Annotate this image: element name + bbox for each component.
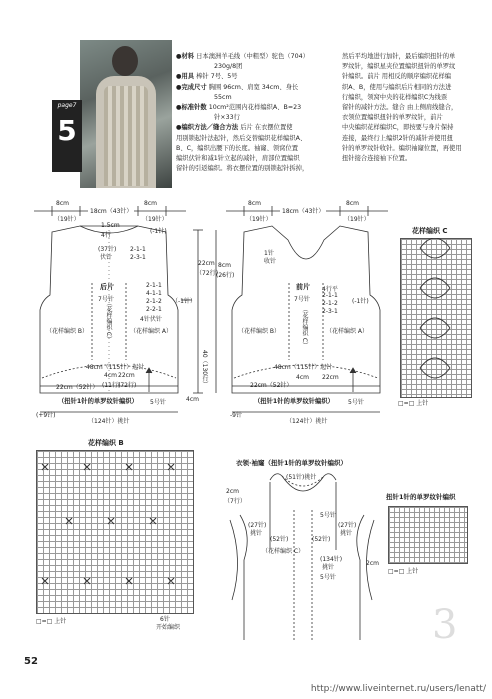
size-value: 胸围 96cm、肩宽 34cm、身长 bbox=[208, 83, 299, 91]
collar-51-st: (51针)挑针 bbox=[286, 474, 317, 481]
chart-c-title: 花样编织 C bbox=[412, 227, 448, 235]
collar-27-left: (27针) bbox=[248, 522, 267, 529]
front-pattern-c: （花样编织 C） bbox=[301, 306, 308, 349]
pattern-number: 5 bbox=[57, 114, 77, 147]
gauge-label: ●标准针数 bbox=[176, 104, 207, 112]
back-dec-1: 2-1-1 bbox=[130, 246, 146, 253]
gauge-value: 10cm²范围内花样编织A、B=23 bbox=[208, 104, 302, 112]
page-label: page7 bbox=[57, 102, 77, 109]
chart-b-title: 花样编织 B bbox=[88, 439, 124, 447]
collar-needle: 5号针 bbox=[320, 512, 336, 519]
size-value-2: 55cm bbox=[214, 93, 232, 101]
decorative-number: 3 bbox=[432, 602, 458, 648]
back-increase: (+9针) bbox=[36, 412, 56, 419]
back-rib-label: （扭针1针的单罗纹针编织） bbox=[58, 398, 138, 405]
side-rib-height: 4cm bbox=[186, 396, 199, 403]
back-pattern-a: （花样编织 A） bbox=[130, 328, 173, 335]
front-height-22: 22cm bbox=[322, 374, 339, 381]
collar-pattern-c: （花样编织 C） bbox=[262, 548, 305, 555]
front-top-left-cm: 8cm bbox=[248, 200, 261, 207]
back-height-22-rows: (72行) bbox=[118, 382, 137, 389]
back-armhole-5: 4针伏针 bbox=[140, 316, 162, 323]
instruction-line: 衣领位置编织扭针的单罗纹针，前片 bbox=[342, 114, 443, 122]
side-height-rows: （72行） bbox=[196, 270, 222, 277]
collar-27-right: (27针) bbox=[338, 522, 357, 529]
instruction-line: 织A、B，使用与编织后片相同的方法进 bbox=[342, 83, 452, 91]
back-armhole-3: 2-1-2 bbox=[146, 298, 162, 305]
front-top-left-st: （19针） bbox=[246, 216, 272, 223]
instruction-line: 行编织，领窝中央的花样编织C为线票 bbox=[342, 93, 448, 101]
back-dec-2: 2-3-1 bbox=[130, 254, 146, 261]
instruction-line: 连接，最终行上编织2针的减针并使用扭 bbox=[342, 134, 454, 142]
material-value: 日本澳洲羊毛线（中粗型）驼色（704） bbox=[196, 53, 309, 60]
front-note-2: 收针 bbox=[264, 258, 277, 265]
method-label: ●编织方法／缝合方法 bbox=[176, 124, 239, 132]
gauge-value-2: 针×33行 bbox=[214, 114, 240, 122]
instruction-line: 扭针接合连接袖下位置。 bbox=[342, 155, 412, 163]
size-label: ●完成尺寸 bbox=[176, 83, 207, 91]
front-top-right-st: （19针） bbox=[344, 216, 370, 223]
front-note-5: 2-1-2 bbox=[322, 300, 338, 307]
left-armhole-line bbox=[240, 515, 247, 640]
front-note-1: 1针 bbox=[264, 250, 274, 257]
instruction-line: 中央编织花样编织C，即按要与身片保持 bbox=[342, 124, 454, 132]
front-half-width: 22cm（52针） bbox=[250, 382, 293, 389]
front-rib-label: （扭针1针的单罗纹针编织） bbox=[254, 398, 334, 405]
chart-b-start: 开始编织 bbox=[156, 624, 181, 631]
chart-b-repeat: 6针 bbox=[160, 616, 170, 623]
back-cast-on-width: 48cm（115针）起针 bbox=[86, 364, 145, 371]
method-text-4: 编织伏针和减1针立起的减针，肩部位置编织 bbox=[176, 155, 300, 163]
back-bind-off: 伏针 bbox=[100, 254, 113, 261]
instruction-line: 然后平均地进行加针，最后编织扭针的单 bbox=[342, 53, 456, 60]
back-armhole-4: 2-2-1 bbox=[146, 306, 162, 313]
back-height-4: 4cm bbox=[104, 372, 117, 379]
front-rib-needle: 5号针 bbox=[348, 399, 364, 406]
needle-value: 棒针 7号、5号 bbox=[196, 73, 238, 81]
back-pickup: （124针）挑针 bbox=[88, 418, 130, 425]
twist-rib-grid bbox=[388, 506, 468, 564]
back-top-right-st: （19针） bbox=[142, 216, 168, 223]
chart-c-cables bbox=[400, 238, 472, 398]
front-neck-drop: 8cm bbox=[218, 262, 231, 269]
front-note-4: 2-1-1 bbox=[322, 292, 338, 299]
collar-52-right: (52针) bbox=[312, 536, 331, 543]
chart-b-legend: □=□ 上针 bbox=[36, 618, 67, 625]
front-height-4: 4cm bbox=[296, 374, 309, 381]
back-half-width: 22cm（52针） bbox=[56, 384, 99, 391]
instruction-line: 留针的减针方法。缝合 由上侧肩线缝合， bbox=[342, 104, 458, 112]
front-cast-on-width: 48cm（115针）起针 bbox=[274, 364, 333, 371]
armhole-134-st: (134针) bbox=[320, 556, 343, 563]
collar-27-left-pickup: 挑针 bbox=[250, 530, 263, 537]
method-text-2: 用别锁起针法起针，然后交替编织花样编织A、 bbox=[176, 134, 307, 142]
front-pattern-a: （花样编织 A） bbox=[326, 328, 369, 335]
back-neck-height: 1.5cm bbox=[101, 222, 120, 229]
collar-width-2: 2cm bbox=[226, 488, 239, 495]
back-neck-dec: (-1针) bbox=[150, 228, 167, 235]
collar-52-left: (52针) bbox=[270, 536, 289, 543]
instruction-line: 针的单罗纹针收针。编织袖窿位置，再使用 bbox=[342, 144, 462, 152]
front-top-mid: 18cm（43针） bbox=[282, 208, 325, 215]
collar-27-right-pickup: 挑针 bbox=[340, 530, 353, 537]
front-needle: 7号针 bbox=[294, 296, 310, 303]
back-top-right-cm: 8cm bbox=[144, 200, 157, 207]
front-note-6: 2-3-1 bbox=[322, 308, 338, 315]
back-rib-needle: 5号针 bbox=[150, 399, 166, 406]
material-label: ●材料 bbox=[176, 53, 195, 60]
armhole-needle: 5号针 bbox=[320, 574, 336, 581]
chart-b-symbols bbox=[36, 450, 196, 616]
back-neck-rows: 4行 bbox=[101, 232, 111, 239]
back-top-left-cm: 8cm bbox=[56, 200, 69, 207]
front-increase: -9针 bbox=[230, 412, 242, 419]
instruction-line: 罗纹针，编织星夹位置编织扭针的单罗纹 bbox=[342, 63, 456, 71]
method-text-3: B、C，编织出腰下的长度。袖窿、领窝位置 bbox=[176, 144, 299, 152]
twist-rib-title: 扭针1针的单罗纹针编织 bbox=[386, 493, 456, 501]
front-top-right-cm: 8cm bbox=[346, 200, 359, 207]
right-armhole-line bbox=[357, 515, 364, 640]
armhole-height-2: 2cm bbox=[366, 560, 379, 567]
back-pattern-c: （花样编织 C） bbox=[105, 300, 112, 343]
front-pattern-b: （花样编织 B） bbox=[238, 328, 281, 335]
collar-title: 衣领·袖窿（扭针1针的单罗纹针编织） bbox=[236, 459, 347, 467]
back-armhole-2: 4-1-1 bbox=[146, 290, 162, 297]
material-weight: 230g/8团 bbox=[214, 63, 243, 71]
method-text-1: 后片 在衣摆位置使 bbox=[240, 124, 293, 132]
method-text-5: 留针的引返编织。将衣摆位置的别锁起针拆掉， bbox=[176, 165, 309, 173]
twist-rib-legend: □=□ 上针 bbox=[388, 568, 419, 575]
back-height-4-rows: (11行) bbox=[102, 382, 121, 389]
collar-width-rows: （7行） bbox=[224, 498, 246, 505]
back-top-left-st: （19针） bbox=[54, 216, 80, 223]
side-dec: （-1针） bbox=[172, 298, 196, 305]
armhole-134-pickup: 挑针 bbox=[322, 564, 335, 571]
front-note-3: 4行平 bbox=[322, 286, 338, 293]
front-neck-drop-rows: (26行) bbox=[216, 272, 235, 279]
back-37-stitches: (37针) bbox=[98, 246, 117, 253]
side-height: 22cm bbox=[198, 260, 215, 267]
front-piece-title: 前片 bbox=[296, 283, 310, 291]
back-needle: 7号针 bbox=[98, 296, 114, 303]
back-height-22: 22cm bbox=[118, 372, 135, 379]
back-piece-title: 后片 bbox=[100, 283, 114, 291]
front-pickup: （124针）挑针 bbox=[286, 418, 328, 425]
watermark-url: http://www.liveinternet.ru/users/lenatt/ bbox=[310, 684, 486, 694]
instruction-line: 针编织。前片 用相反的顺序编织花样编 bbox=[342, 73, 452, 81]
page-number: 52 bbox=[24, 656, 38, 667]
chart-c-legend: □=□ 上针 bbox=[398, 400, 429, 407]
back-top-mid: 18cm（43针） bbox=[90, 208, 133, 215]
front-note-7: (-1针) bbox=[352, 298, 369, 305]
back-pattern-b: （花样编织 B） bbox=[46, 328, 89, 335]
needle-label: ●用具 bbox=[176, 73, 195, 81]
side-total: 40（130行） bbox=[201, 350, 208, 388]
back-armhole-1: 2-1-1 bbox=[146, 282, 162, 289]
